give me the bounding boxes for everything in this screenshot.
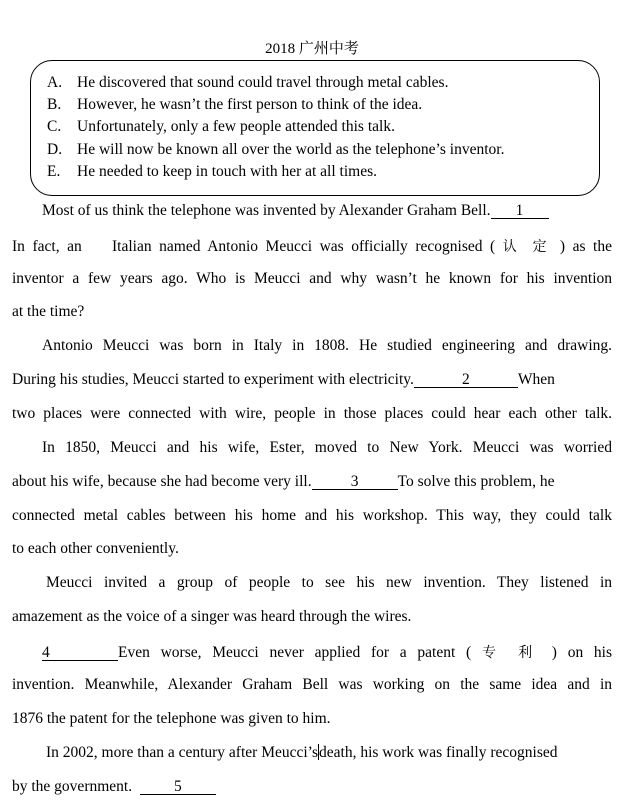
chinese-gloss: 专 利: [481, 645, 542, 661]
option-letter: E.: [47, 163, 61, 180]
option-c: [47, 118, 395, 136]
option-text: He will now be known all over the world as the telephone’s inventor.: [77, 141, 505, 158]
passage-line: invention. Meanwhile, Alexander Graham Bell was working on the same idea and in: [12, 676, 612, 693]
option-text: He discovered that sound could travel through metal cables.: [77, 74, 449, 91]
passage-line: [12, 642, 612, 662]
passage-line: In 1850, Meucci and his wife, Ester, moved to New York. Meucci was worried: [42, 439, 612, 456]
option-d: [47, 141, 504, 159]
line-text: In 2002, more than a century after Meucci’s: [46, 744, 319, 761]
option-a: [47, 74, 448, 92]
passage-line: at the time?: [12, 303, 85, 320]
passage-line: Meucci invited a group of people to see his new invention. They listened in: [46, 574, 612, 591]
blank-2[interactable]: 2: [414, 372, 518, 388]
line-text: Most of us think the telephone was invented by Alexander Graham Bell.: [42, 202, 491, 219]
chinese-gloss: 认 定: [502, 239, 553, 255]
passage-line: [12, 202, 612, 220]
option-letter: D.: [47, 141, 63, 158]
passage-line: Antonio Meucci was born in Italy in 1808. He studied engineering and drawing.: [42, 337, 612, 354]
line-text: During his studies, Meucci started to experiment with electricity.: [12, 371, 414, 388]
blank-5[interactable]: 5: [140, 779, 216, 795]
option-text: He needed to keep in touch with her at all times.: [77, 163, 378, 180]
option-text: However, he wasn’t the first person to think of the idea.: [77, 96, 423, 113]
line-text: When: [517, 371, 555, 388]
line-text: ) on his: [551, 644, 613, 661]
line-text: death, his work was finally recognised: [319, 744, 558, 761]
option-text: Unfortunately, only a few people attended this talk.: [77, 118, 395, 135]
passage-line: [12, 236, 612, 256]
passage-line: to each other conveniently.: [12, 540, 179, 557]
passage-line: [12, 371, 612, 389]
passage-line: connected metal cables between his home and his workshop. This way, they could talk: [12, 507, 612, 524]
option-letter: A.: [47, 74, 63, 91]
line-text: by the government.: [12, 778, 133, 795]
option-b: [47, 96, 422, 114]
option-e: [47, 163, 377, 181]
passage-line: inventor a few years ago. Who is Meucci and why wasn’t he known for his invention: [12, 270, 612, 287]
line-text: To solve this problem, he: [397, 473, 555, 490]
passage-line: [12, 473, 612, 491]
line-text: about his wife, because she had become very ill.: [12, 473, 312, 490]
passage-line: [12, 744, 612, 762]
passage-line: two places were connected with wire, people in those places could hear each other talk.: [12, 405, 612, 422]
blank-3[interactable]: 3: [312, 474, 398, 490]
passage-line: amazement as the voice of a singer was heard through the wires.: [12, 608, 412, 625]
option-letter: B.: [47, 96, 62, 113]
blank-1[interactable]: 1: [491, 203, 549, 219]
line-text: ) as the: [559, 238, 612, 255]
page-title: 2018 广州中考: [265, 41, 359, 57]
line-text: Even worse, Meucci never applied for a patent (: [118, 644, 472, 661]
passage-line: 1876 the patent for the telephone was given to him.: [12, 710, 331, 727]
line-text: In fact, an Italian named Antonio Meucci was officially recognised (: [12, 238, 496, 255]
option-letter: C.: [47, 118, 62, 135]
blank-4[interactable]: 4: [42, 645, 118, 661]
passage-line: [12, 778, 612, 796]
